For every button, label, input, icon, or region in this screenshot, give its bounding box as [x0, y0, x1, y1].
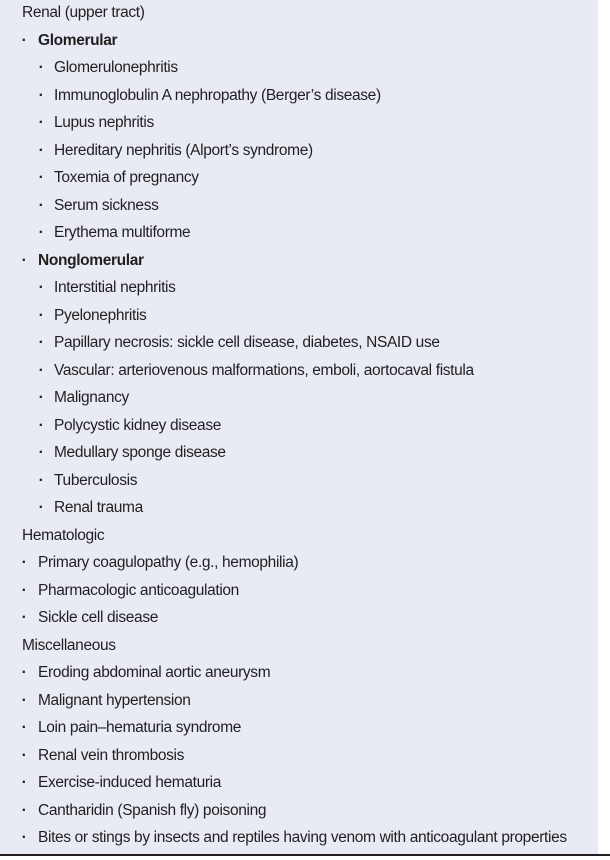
list-item [0, 386, 598, 414]
bullet-icon: · [38, 279, 44, 296]
list-item-label: Immunoglobulin A nephropathy (Berger’s disease) [54, 86, 381, 104]
bullet-icon: · [38, 224, 44, 241]
bullet-icon: · [38, 389, 44, 406]
list-item-label: Pyelonephritis [54, 306, 147, 324]
list-item [0, 744, 598, 772]
bullet-icon: · [38, 499, 44, 516]
list-item [0, 496, 598, 524]
list-item [0, 661, 598, 689]
list-item [0, 551, 598, 579]
section-heading-hematologic: Hematologic [22, 526, 105, 544]
list-item [0, 331, 598, 359]
list-item [0, 166, 598, 194]
group-label: Nonglomerular [38, 251, 144, 269]
group-item-glomerular [0, 29, 598, 57]
bullet-icon: · [38, 416, 44, 434]
bullet-icon: · [38, 196, 44, 214]
group-item-nonglomerular [0, 249, 598, 277]
list-item [0, 359, 598, 387]
list-item-label: Renal vein thrombosis [38, 746, 185, 764]
bullet-icon: · [38, 444, 44, 461]
list-item-label: Toxemia of pregnancy [54, 169, 199, 186]
bullet-icon: · [38, 169, 44, 186]
bullet-icon: · [38, 59, 44, 76]
list-item-label: Erythema multiforme [54, 224, 191, 241]
list-item [0, 689, 598, 717]
bullet-icon: · [21, 774, 27, 791]
bullet-icon: · [21, 719, 27, 736]
group-label: Glomerular [38, 31, 118, 49]
list-item [0, 304, 598, 332]
list-item [0, 84, 598, 112]
list-item-label: Vascular: arteriovenous malformations, emboli, aortocaval fistula [54, 361, 474, 379]
bullet-icon: · [38, 471, 44, 489]
list-item-label: Glomerulonephritis [54, 59, 178, 76]
list-item-label: Serum sickness [54, 196, 159, 214]
list-item-label: Primary coagulopathy (e.g., hemophilia) [38, 554, 299, 571]
list-item-label: Pharmacologic anticoagulation [38, 581, 239, 599]
section-heading-miscellaneous: Miscellaneous [22, 636, 116, 654]
list-item [0, 579, 598, 607]
list-item [0, 194, 598, 222]
list-item [0, 441, 598, 469]
section-heading-renal: Renal (upper tract) [22, 4, 145, 21]
list-item-label: Eroding abdominal aortic aneurysm [38, 664, 271, 681]
bullet-icon: · [21, 691, 27, 709]
bottom-rule [0, 854, 610, 856]
list-item-label: Medullary sponge disease [54, 444, 226, 461]
list-item [0, 771, 598, 799]
list-item-label: Renal trauma [54, 499, 143, 516]
list-item-label: Bites or stings by insects and reptiles having venom with anticoagulant properties [38, 829, 567, 846]
bullet-icon: · [38, 86, 44, 104]
list-item-label: Hereditary nephritis (Alport’s syndrome) [54, 141, 313, 159]
list-item [0, 414, 598, 442]
bullet-icon: · [21, 31, 27, 49]
list-item [0, 716, 598, 744]
bullet-icon: · [38, 141, 44, 159]
bullet-icon: · [21, 664, 27, 681]
list-item-label: Papillary necrosis: sickle cell disease, diabetes, NSAID use [54, 334, 440, 351]
bullet-icon: · [38, 114, 44, 131]
list-item-label: Interstitial nephritis [54, 279, 176, 296]
list-item [0, 606, 598, 634]
list-item-label: Malignancy [54, 389, 129, 406]
list-item-label: Exercise-induced hematuria [38, 774, 222, 791]
bullet-icon: · [21, 609, 27, 626]
bullet-icon: · [21, 801, 27, 819]
bullet-icon: · [21, 581, 27, 599]
bullet-icon: · [21, 554, 27, 571]
bullet-icon: · [21, 251, 27, 269]
bullet-icon: · [38, 334, 44, 351]
list-item [0, 826, 598, 854]
list-item-label: Sickle cell disease [38, 609, 158, 626]
list-item-label: Cantharidin (Spanish fly) poisoning [38, 801, 267, 819]
bullet-icon: · [38, 361, 44, 379]
list-item-label: Polycystic kidney disease [54, 416, 221, 434]
list-item-label: Malignant hypertension [38, 691, 191, 709]
bullet-icon: · [21, 746, 27, 764]
list-item-label: Loin pain–hematuria syndrome [38, 719, 242, 736]
list-item [0, 139, 598, 167]
bullet-icon: · [21, 829, 27, 846]
list-item [0, 276, 598, 304]
list-item [0, 799, 598, 827]
list-item-label: Tuberculosis [54, 471, 138, 489]
list-item [0, 221, 598, 249]
list-item [0, 469, 598, 497]
list-item-label: Lupus nephritis [54, 114, 154, 131]
list-item [0, 111, 598, 139]
list-item [0, 56, 598, 84]
bullet-icon: · [38, 306, 44, 324]
